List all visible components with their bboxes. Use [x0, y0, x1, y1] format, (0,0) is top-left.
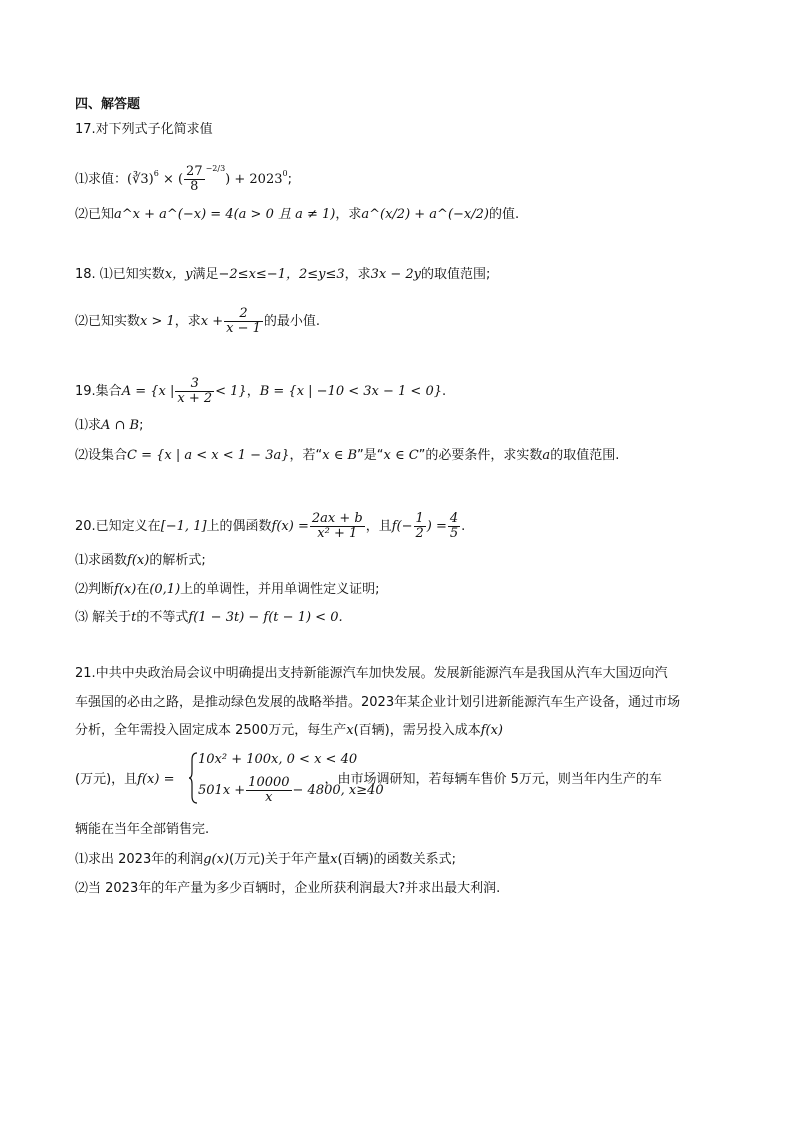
q20-fx: f(x): [127, 553, 150, 568]
q20-cond-num: 1: [415, 511, 424, 526]
q20-label: 20.已知定义在: [75, 519, 161, 534]
q20-stem-end: .: [461, 519, 466, 534]
q19-xC: x ∈ C: [383, 448, 419, 463]
q17-p1-end: ;: [287, 172, 292, 187]
q19-setA-tail: < 1}: [215, 384, 247, 399]
q18-satisfy: 满足: [192, 267, 219, 282]
q17-tail: ) + 2023: [225, 172, 283, 187]
q18-cond: −2≤x≤−1，2≤y≤3: [218, 267, 345, 282]
q17-title: 17.对下列式子化简求值: [75, 122, 213, 137]
q19-sep: ，: [246, 384, 260, 399]
q18-p2-lead: x +: [200, 314, 224, 329]
q21-p1-b: (万元)关于年产量: [229, 852, 331, 867]
q19-part2-label: ⑵设集合: [75, 448, 128, 463]
q21-l3-a: 分析，全年需投入固定成本 2500万元，每生产: [75, 723, 347, 738]
q19-a: a: [542, 448, 551, 463]
q20-p1-end: 的解析式;: [149, 553, 206, 568]
q17-fraction: [184, 165, 205, 194]
q18-ask: ，求: [344, 267, 371, 282]
q20-cond-fraction: [414, 512, 426, 541]
q17-frac-num: 27: [186, 164, 203, 179]
q20-inequality: f(1 − 3t) − f(t − 1) < 0.: [188, 610, 343, 625]
q19-part1-label: ⑴求: [75, 418, 102, 433]
q21-case2-lead: 501x +: [198, 783, 246, 798]
q21-case1: 10x² + 100x, 0 < x < 40: [198, 752, 358, 767]
q20-t: t: [131, 610, 137, 625]
q20-part2-label: ⑵判断: [75, 582, 115, 597]
q19-intersection: A ∩ B: [101, 418, 140, 433]
q19-p1-end: ;: [139, 418, 144, 433]
q17-root-expr: (∛3): [127, 172, 154, 187]
q20-on: 在: [136, 582, 150, 597]
q18-p2-end: 的最小值.: [263, 314, 321, 329]
q17-part2-label: ⑵已知: [75, 207, 115, 222]
q20-f-den: x² + 1: [310, 526, 365, 541]
q21-piecewise-brace: [188, 752, 198, 804]
q19-frac-den: x + 2: [177, 391, 213, 406]
q17-frac-den: 8: [184, 179, 205, 194]
q20-part1: [75, 552, 206, 570]
q18-frac-den: x − 1: [226, 321, 261, 336]
q19-if: ，若“: [289, 448, 323, 463]
q18-fraction: [224, 307, 263, 336]
q21-line1: 21.中共中央政治局会议中明确提出支持新能源汽车加快发展。发展新能源汽车是我国从汽车大国迈向汽: [75, 666, 668, 681]
q20-p2-end: 上的单调性，并用单调性定义证明;: [180, 582, 380, 597]
q20-f-fraction: [310, 512, 365, 541]
q19-setC: C = {x | a < x < 1 − 3a}: [127, 448, 290, 463]
q18-expr: 3x − 2y: [370, 267, 422, 282]
q21-gx: g(x): [203, 852, 230, 867]
q17-ask: ，求: [335, 207, 362, 222]
q18-part2: [75, 307, 320, 336]
q18-p1-end: 的取值范围;: [421, 267, 491, 282]
q17-exp-b: −2/3: [205, 164, 226, 173]
q18-frac-num: 2: [239, 306, 248, 321]
q20-f-num: 2ax + b: [311, 511, 363, 526]
q19-stem: [75, 377, 446, 406]
q21-l3-fx: f(x): [480, 723, 504, 738]
q20-rhs-den: 5: [449, 526, 459, 541]
q21-part1: [75, 851, 456, 869]
q18-part1: [75, 266, 490, 284]
q19-stem-end: .: [442, 384, 447, 399]
q18-p2-ask: ，求: [174, 314, 201, 329]
q20-cond-den: 2: [415, 526, 424, 541]
q19-necessary: ”的必要条件，求实数: [418, 448, 543, 463]
q21-l4-a: (万元)，且: [75, 772, 138, 787]
q18-vars: x，y: [164, 267, 193, 282]
q21-l3-x: x: [346, 723, 354, 738]
q20-p2-fx: f(x): [114, 582, 137, 597]
q21-line2: 车强国的必由之路，是推动绿色发展的战略举措。2023年某企业计划引进新能源汽车生产设备，通过市场: [75, 695, 681, 710]
q18-part1-label: 18. ⑴已知实数: [75, 267, 165, 282]
q19-p2-end: 的取值范围.: [550, 448, 620, 463]
q20-cond-rhs: [448, 512, 460, 541]
q19-setA-fraction: [175, 377, 214, 406]
q19-frac-num: 3: [190, 376, 199, 391]
q20-cond-mid: ) =: [426, 519, 447, 534]
q21-piecewise-lead: f(x) =: [137, 772, 175, 787]
q20-f-lead: f(x) =: [271, 519, 309, 534]
q20-and: ，且: [365, 519, 392, 534]
q21-case2: [198, 776, 384, 805]
q18-part2-label: ⑵已知实数: [75, 314, 141, 329]
q21-line3: [75, 722, 503, 740]
q20-open-interval: (0,1): [149, 582, 181, 597]
q21-case2-num: 10000: [248, 775, 290, 790]
q17-part2: [75, 206, 519, 224]
q20-part3-label: ⑶ 解关于: [75, 610, 132, 625]
q20-part2: [75, 581, 380, 599]
q18-p2-cond: x > 1: [140, 314, 175, 329]
q17-p2-end: 的值.: [488, 207, 520, 222]
q17-condition: a^x + a^(−x) = 4(a > 0 且 a ≠ 1): [114, 207, 336, 222]
q21-l3-b: (百辆)，需另投入成本: [353, 723, 481, 738]
q21-p1-x: x: [330, 852, 338, 867]
section-heading: 四、解答题: [75, 97, 141, 112]
q21-part2: ⑵当 2023年的年产量为多少百辆时，企业所获利润最大?并求出最大利润.: [75, 881, 501, 896]
q19-part2: [75, 447, 619, 465]
q21-case2-tail: − 4800, x≥40: [292, 783, 384, 798]
q20-cond-lead: f(−: [391, 519, 413, 534]
q19-part1: [75, 417, 144, 435]
q21-case2-fraction: [246, 776, 291, 805]
q21-p1-c: (百辆)的函数关系式;: [337, 852, 457, 867]
q20-even-fn: 上的偶函数: [206, 519, 272, 534]
q20-rhs-num: 4: [449, 511, 459, 526]
q21-p1-a: ⑴求出 2023年的利润: [75, 852, 204, 867]
q19-label: 19.集合: [75, 384, 122, 399]
q21-line5: 辆能在当年全部销售完.: [75, 822, 210, 837]
q17-exp-a: 6: [153, 169, 159, 178]
q17-times: × (: [158, 172, 184, 187]
q20-part3: [75, 609, 343, 627]
q17-part1: [75, 160, 292, 194]
q20-inequality-label: 的不等式: [136, 610, 189, 625]
q19-setB: B = {x | −10 < 3x − 1 < 0}: [259, 384, 442, 399]
q20-interval: [−1, 1]: [160, 519, 207, 534]
q20-stem: [75, 512, 465, 541]
q17-target-expr: a^(x/2) + a^(−x/2): [361, 207, 489, 222]
q19-xB: x ∈ B: [322, 448, 358, 463]
q19-is: ”是“: [357, 448, 384, 463]
q19-setA-lead: A = {x |: [121, 384, 175, 399]
q21-l4-b: ，由市场调研知，若每辆车售价 5万元，则当年内生产的车: [324, 772, 662, 787]
q17-part1-label: ⑴求值：: [75, 172, 128, 187]
q21-case2-den: x: [246, 790, 291, 805]
q20-part1-label: ⑴求函数: [75, 553, 128, 568]
q17-exp-c: 0: [282, 169, 288, 178]
